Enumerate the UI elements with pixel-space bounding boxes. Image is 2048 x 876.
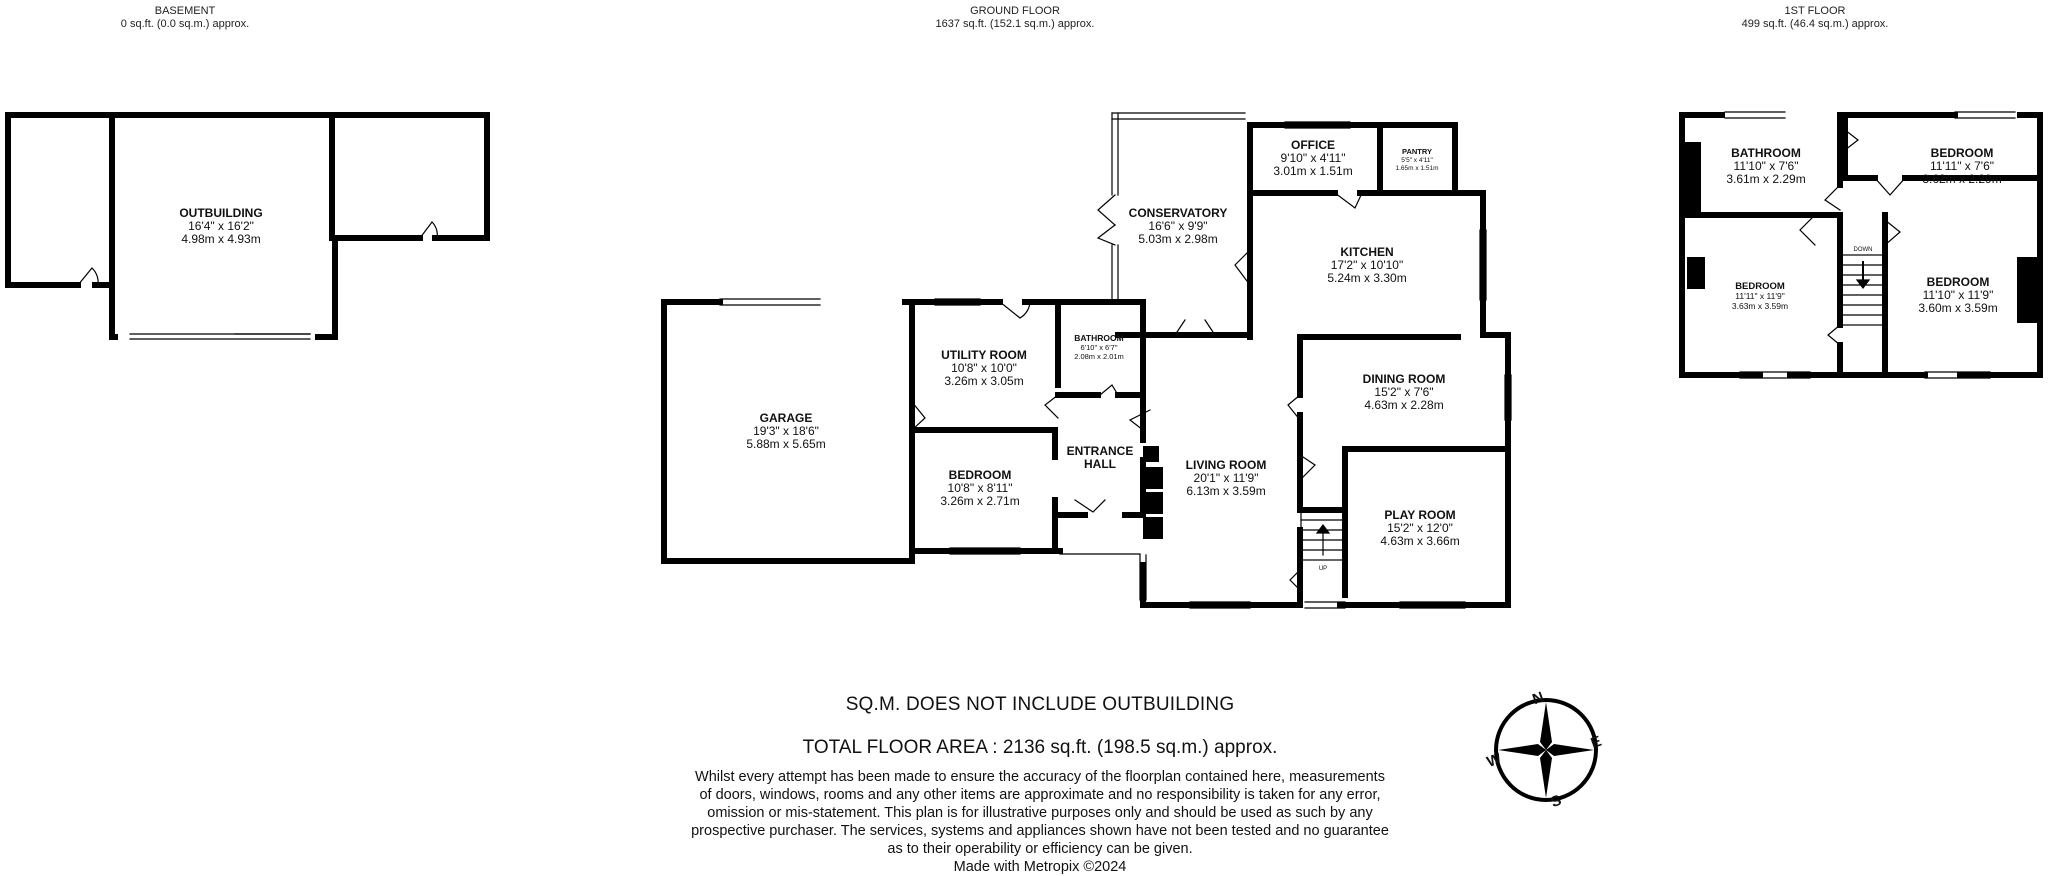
first-floor-title: 1ST FLOOR xyxy=(1784,5,1846,17)
office-metric: 3.01m x 1.51m xyxy=(1273,164,1353,178)
living-room-imperial: 20'1" x 11'9" xyxy=(1193,471,1259,485)
disclaimer-line: of doors, windows, rooms and any other items are approximate and no responsibility is taken for any error, xyxy=(699,787,1381,803)
bedroom-gf-name: BEDROOM xyxy=(948,468,1012,482)
pantry-name: PANTRY xyxy=(1402,147,1432,156)
living-room-metric: 6.13m x 3.59m xyxy=(1186,484,1266,498)
bedroom-1f-a-imperial: 11'11" x 7'6" xyxy=(1929,159,1995,173)
utility-room-name: UTILITY ROOM xyxy=(941,348,1027,362)
compass-e: E xyxy=(1588,732,1604,753)
dining-room-metric: 4.63m x 2.28m xyxy=(1364,398,1444,412)
bedroom-1f-c-imperial: 11'10" x 11'9" xyxy=(1922,288,1994,302)
outbuilding-imperial: 16'4" x 16'2" xyxy=(188,219,254,233)
kitchen-imperial: 17'2" x 10'10" xyxy=(1330,258,1404,272)
outbuilding-windows xyxy=(130,334,310,339)
disclaimer xyxy=(640,768,1440,876)
bathroom-1f-metric: 3.61m x 2.29m xyxy=(1726,172,1806,186)
bedroom-1f-b-imperial: 11'11" x 11'9" xyxy=(1735,291,1785,301)
ground-floor-title: GROUND FLOOR xyxy=(970,5,1060,17)
play-room-metric: 4.63m x 3.66m xyxy=(1380,534,1460,548)
bedroom-1f-c-name: BEDROOM xyxy=(1926,275,1990,289)
disclaimer-line: as to their operability or efficiency can be given. xyxy=(887,841,1193,857)
utility-room-imperial: 10'8" x 10'0" xyxy=(951,361,1017,375)
bathroom-1f-imperial: 11'10" x 7'6" xyxy=(1733,159,1799,173)
compass-w: W xyxy=(1484,750,1504,771)
stairs-up-label: UP xyxy=(1318,566,1328,572)
garage-name: GARAGE xyxy=(759,411,813,425)
first-floor-stairs xyxy=(1842,255,1885,325)
compass-rose xyxy=(1496,700,1596,800)
ground-floor-doors xyxy=(912,193,1362,590)
first-floor-area: 499 sq.ft. (46.4 sq.m.) approx. xyxy=(1741,18,1889,30)
first-floor-doors xyxy=(1800,130,1905,345)
conservatory-imperial: 16'6" x 9'9" xyxy=(1148,219,1208,233)
ground-floor-area: 1637 sq.ft. (152.1 sq.m.) approx. xyxy=(935,18,1095,30)
bathroom-gf-name: BATHROOM xyxy=(1074,333,1124,343)
conservatory-metric: 5.03m x 2.98m xyxy=(1138,232,1218,246)
stairs-down-label: DOWN xyxy=(1853,247,1873,253)
ground-floor-stairs xyxy=(1301,510,1345,560)
living-room-name: LIVING ROOM xyxy=(1185,458,1267,472)
bedroom-1f-a-name: BEDROOM xyxy=(1930,146,1994,160)
disclaimer-line: prospective purchaser. The services, systems and appliances shown have not been tested and no guarantee xyxy=(691,823,1389,839)
kitchen-name: KITCHEN xyxy=(1340,245,1394,259)
bedroom-gf-imperial: 10'8" x 8'11" xyxy=(947,481,1013,495)
bedroom-gf-metric: 3.26m x 2.71m xyxy=(940,494,1020,508)
dining-room-imperial: 15'2" x 7'6" xyxy=(1374,385,1434,399)
kitchen-metric: 5.24m x 3.30m xyxy=(1327,271,1407,285)
disclaimer-line: Whilst every attempt has been made to ensure the accuracy of the floorplan contained here, measurements xyxy=(695,769,1385,785)
entrance-hall-name-1: ENTRANCE xyxy=(1066,444,1134,458)
bathroom-1f-name: BATHROOM xyxy=(1731,146,1801,160)
dining-room-name: DINING ROOM xyxy=(1362,372,1446,386)
bathroom-gf-imperial: 6'10" x 6'7" xyxy=(1080,343,1118,352)
disclaimer-line: omission or mis-statement. This plan is for illustrative purposes only and should be used as such by any xyxy=(707,805,1373,821)
basement-title: BASEMENT xyxy=(154,5,216,17)
compass-n: N xyxy=(1530,688,1547,709)
garage-metric: 5.88m x 5.65m xyxy=(746,437,826,451)
bedroom-1f-a-metric: 3.62m x 2.29m xyxy=(1922,172,2002,186)
utility-room-metric: 3.26m x 3.05m xyxy=(944,374,1024,388)
outbuilding-note: SQ.M. DOES NOT INCLUDE OUTBUILDING xyxy=(845,694,1235,715)
play-room-imperial: 15'2" x 12'0" xyxy=(1387,521,1453,535)
office-name: OFFICE xyxy=(1291,138,1335,152)
pantry-imperial: 5'5" x 4'11" xyxy=(1401,157,1433,164)
total-floor-area: TOTAL FLOOR AREA : 2136 sq.ft. (198.5 sq.m.) approx. xyxy=(802,737,1278,758)
bedroom-1f-c-metric: 3.60m x 3.59m xyxy=(1918,301,1998,315)
entrance-hall-name-2: HALL xyxy=(1084,457,1116,471)
basement-area: 0 sq.ft. (0.0 sq.m.) approx. xyxy=(120,18,250,30)
bedroom-1f-b-name: BEDROOM xyxy=(1735,281,1785,292)
outbuilding-metric: 4.98m x 4.93m xyxy=(181,232,261,246)
metropix-credit: Made with Metropix ©2024 xyxy=(953,859,1127,875)
office-imperial: 9'10" x 4'11" xyxy=(1280,151,1346,165)
bedroom-1f-b-metric: 3.63m x 3.59m xyxy=(1731,301,1789,311)
play-room-name: PLAY ROOM xyxy=(1384,508,1456,522)
outbuilding-name: OUTBUILDING xyxy=(179,206,263,220)
compass-s: S xyxy=(1548,791,1564,812)
pantry-metric: 1.65m x 1.51m xyxy=(1395,165,1439,172)
garage-imperial: 19'3" x 18'6" xyxy=(753,424,819,438)
conservatory-name: CONSERVATORY xyxy=(1128,206,1228,220)
bathroom-gf-metric: 2.08m x 2.01m xyxy=(1074,352,1124,361)
